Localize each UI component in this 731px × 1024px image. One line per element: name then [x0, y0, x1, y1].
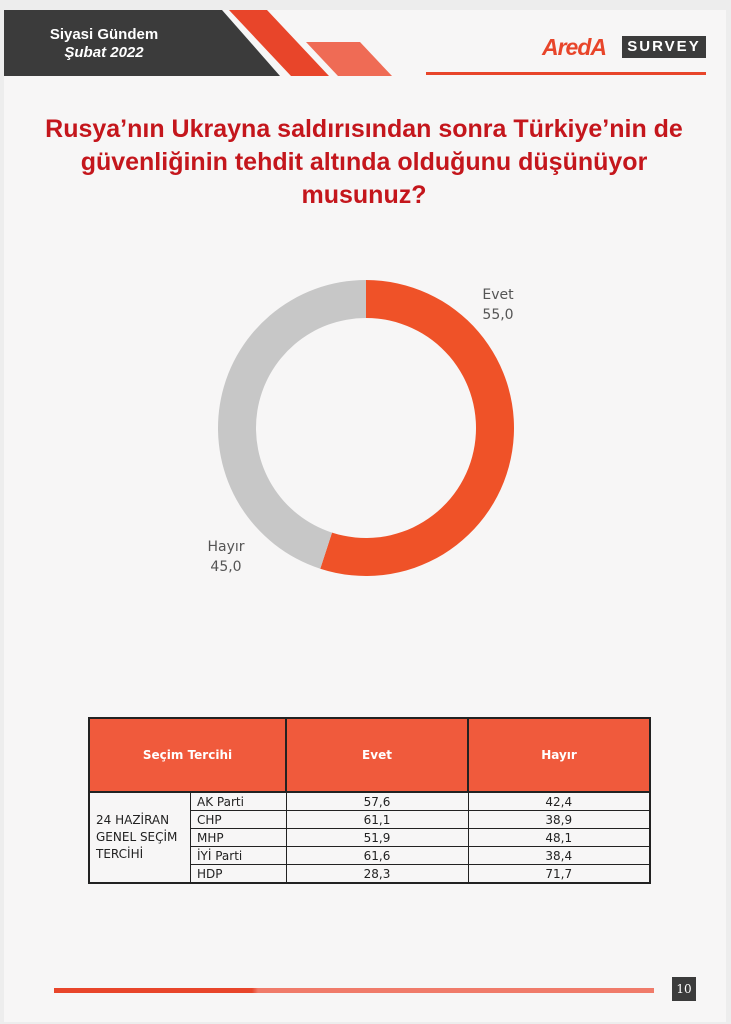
report-date: Şubat 2022	[64, 44, 144, 61]
party-name: CHP	[191, 811, 287, 829]
party-name: AK Parti	[191, 792, 287, 811]
header-evet: Evet	[286, 718, 468, 792]
evet-value: 51,9	[286, 829, 468, 847]
report-series-title: Siyasi Gündem	[49, 26, 159, 43]
party-name: İYİ Parti	[191, 847, 287, 865]
footer-bar	[54, 988, 654, 993]
breakdown-table	[88, 717, 651, 884]
slice-label-text: Hayır	[207, 539, 245, 555]
hayir-value: 38,4	[468, 847, 650, 865]
party-name: MHP	[191, 829, 287, 847]
areda-logo: AredA	[542, 34, 607, 60]
slice-label-value: 55,0	[482, 307, 514, 323]
header-hayir: Hayır	[468, 718, 650, 792]
hayir-value: 38,9	[468, 811, 650, 829]
question-title: Rusya’nın Ukrayna saldırısından sonra Türkiye’nin de güvenliğinin tehdit altında olduğunu düşünüyor musunuz?	[45, 115, 683, 209]
header-secim-tercihi: Seçim Tercihi	[89, 718, 286, 792]
group-label: 24 HAZİRAN GENEL SEÇİM TERCİHİ	[89, 792, 191, 883]
table-header-row	[89, 718, 650, 792]
donut-slice-hayır	[218, 280, 366, 569]
donut-chart	[4, 10, 726, 650]
report-page	[4, 10, 726, 1022]
evet-value: 61,6	[286, 847, 468, 865]
hayir-value: 48,1	[468, 829, 650, 847]
slice-label-value: 45,0	[210, 559, 242, 575]
page-number: 10	[672, 977, 696, 1001]
evet-value: 28,3	[286, 865, 468, 884]
table-row	[89, 792, 650, 811]
slice-label-text: Evet	[482, 287, 514, 303]
survey-logo: SURVEY	[622, 36, 706, 58]
hayir-value: 71,7	[468, 865, 650, 884]
evet-value: 57,6	[286, 792, 468, 811]
evet-value: 61,1	[286, 811, 468, 829]
slice-label-hayir	[194, 537, 258, 577]
hayir-value: 42,4	[468, 792, 650, 811]
party-name: HDP	[191, 865, 287, 884]
slice-label-evet	[466, 285, 530, 325]
